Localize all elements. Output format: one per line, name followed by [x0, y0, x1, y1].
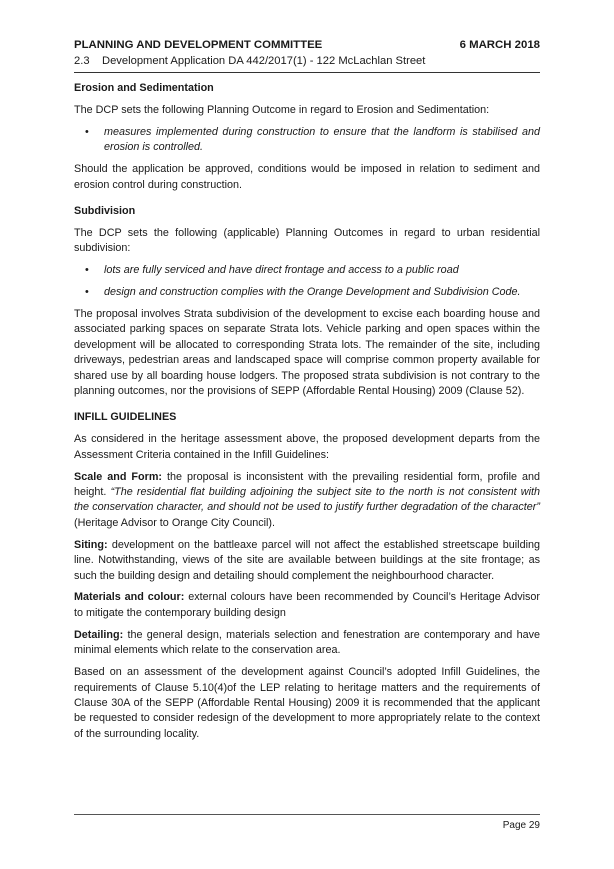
infill-heading: INFILL GUIDELINES: [74, 411, 177, 424]
subdivision-paragraph: The proposal involves Strata subdivision of the development to excise each boarding house and associated parking spaces on separate Strata lots. Vehicle parking and open spaces within the development will be allocated to corresponding Strata lots. The remainder of the site, including driveways, pedestrian areas and landscaped space will comprise common property available for shared use by all boarding house lodgers. The proposed strata subdivision is not contrary to the planning outcomes, nor the provisions of SEPP (Affordable Rental Housing) 2009 (Clause 52).: [74, 307, 540, 397]
bullet-marker: •: [85, 286, 89, 299]
detailing-paragraph: [74, 628, 540, 659]
scale-form-quote: “The residential flat building adjoining the subject site to the north is not consistent with the conservation character, and should not be used to justify further degradation of the character”: [74, 486, 540, 514]
committee-title: PLANNING AND DEVELOPMENT COMMITTEE: [74, 39, 323, 51]
detailing-text: the general design, materials selection and fenestration are contemporary and have minimal elements which relate to the conservation area.: [74, 628, 540, 657]
scale-form-paragraph: [74, 470, 540, 532]
item-reference: [74, 54, 540, 69]
page-header: [74, 38, 540, 69]
page-number: Page 29: [502, 820, 540, 831]
scale-form-attribution: (Heritage Advisor to Orange City Council).: [74, 516, 276, 529]
erosion-heading: Erosion and Sedimentation: [74, 82, 214, 94]
item-title: Development Application DA 442/2017(1) - 122 McLachlan Street: [102, 55, 426, 67]
scale-form-label: Scale and Form:: [74, 470, 163, 483]
bullet-marker: •: [85, 264, 89, 277]
conclusion-paragraph: Based on an assessment of the development against Council’s adopted Infill Guidelines, the requirements of Clause 5.10(4)of the LEP relating to heritage matters and the requirements of Clause 30A of the SEPP (Affordable Rental Housing) 2009 it is recommended that the applicant be requested to consider redesign of the development to more appropriately relate to the context of the surrounding locality.: [74, 666, 540, 740]
siting-text: development on the battleaxe parcel will not affect the established streetscape building line. Notwithstanding, views of the site are available between buildings at the site frontage; as such the building design and detailing should complement the neighbourhood character.: [74, 538, 540, 582]
erosion-bullet-text: measures implemented during construction to ensure that the landform is stabilised and erosion is controlled.: [104, 125, 540, 154]
subdivision-bullet-2-text: design and construction complies with the Orange Development and Subdivision Code.: [104, 286, 521, 299]
infill-intro: As considered in the heritage assessment above, the proposed development departs from the Assessment Criteria contained in the Infill Guidelines:: [74, 433, 540, 461]
meeting-date: 6 MARCH 2018: [459, 39, 540, 51]
body-content: [74, 81, 540, 749]
header-divider: [74, 72, 540, 73]
materials-label: Materials and colour:: [74, 591, 185, 604]
erosion-bullet: [74, 125, 540, 156]
materials-paragraph: [74, 590, 540, 621]
siting-paragraph: [74, 538, 540, 584]
bullet-marker: •: [85, 125, 89, 138]
detailing-label: Detailing:: [74, 628, 124, 641]
siting-label: Siting:: [74, 538, 108, 551]
item-number: 2.3: [74, 55, 90, 67]
subdivision-bullet-1: [74, 263, 540, 278]
subdivision-bullet-2: [74, 285, 540, 300]
erosion-paragraph: Should the application be approved, conditions would be imposed in relation to sediment and erosion control during construction.: [74, 163, 540, 191]
materials-text: external colours have been recommended by Council’s Heritage Advisor to mitigate the contemporary building design: [74, 591, 541, 619]
erosion-intro: The DCP sets the following Planning Outcome in regard to Erosion and Sedimentation:: [74, 103, 490, 116]
subdivision-heading: Subdivision: [74, 204, 136, 217]
footer-divider: [74, 814, 540, 815]
scale-form-text: the proposal is inconsistent with the prevailing residential form, profile and height.: [74, 470, 540, 499]
subdivision-bullet-1-text: lots are fully serviced and have direct frontage and access to a public road: [104, 264, 459, 277]
subdivision-intro: The DCP sets the following (applicable) Planning Outcomes in regard to urban residential subdivision:: [74, 226, 540, 255]
